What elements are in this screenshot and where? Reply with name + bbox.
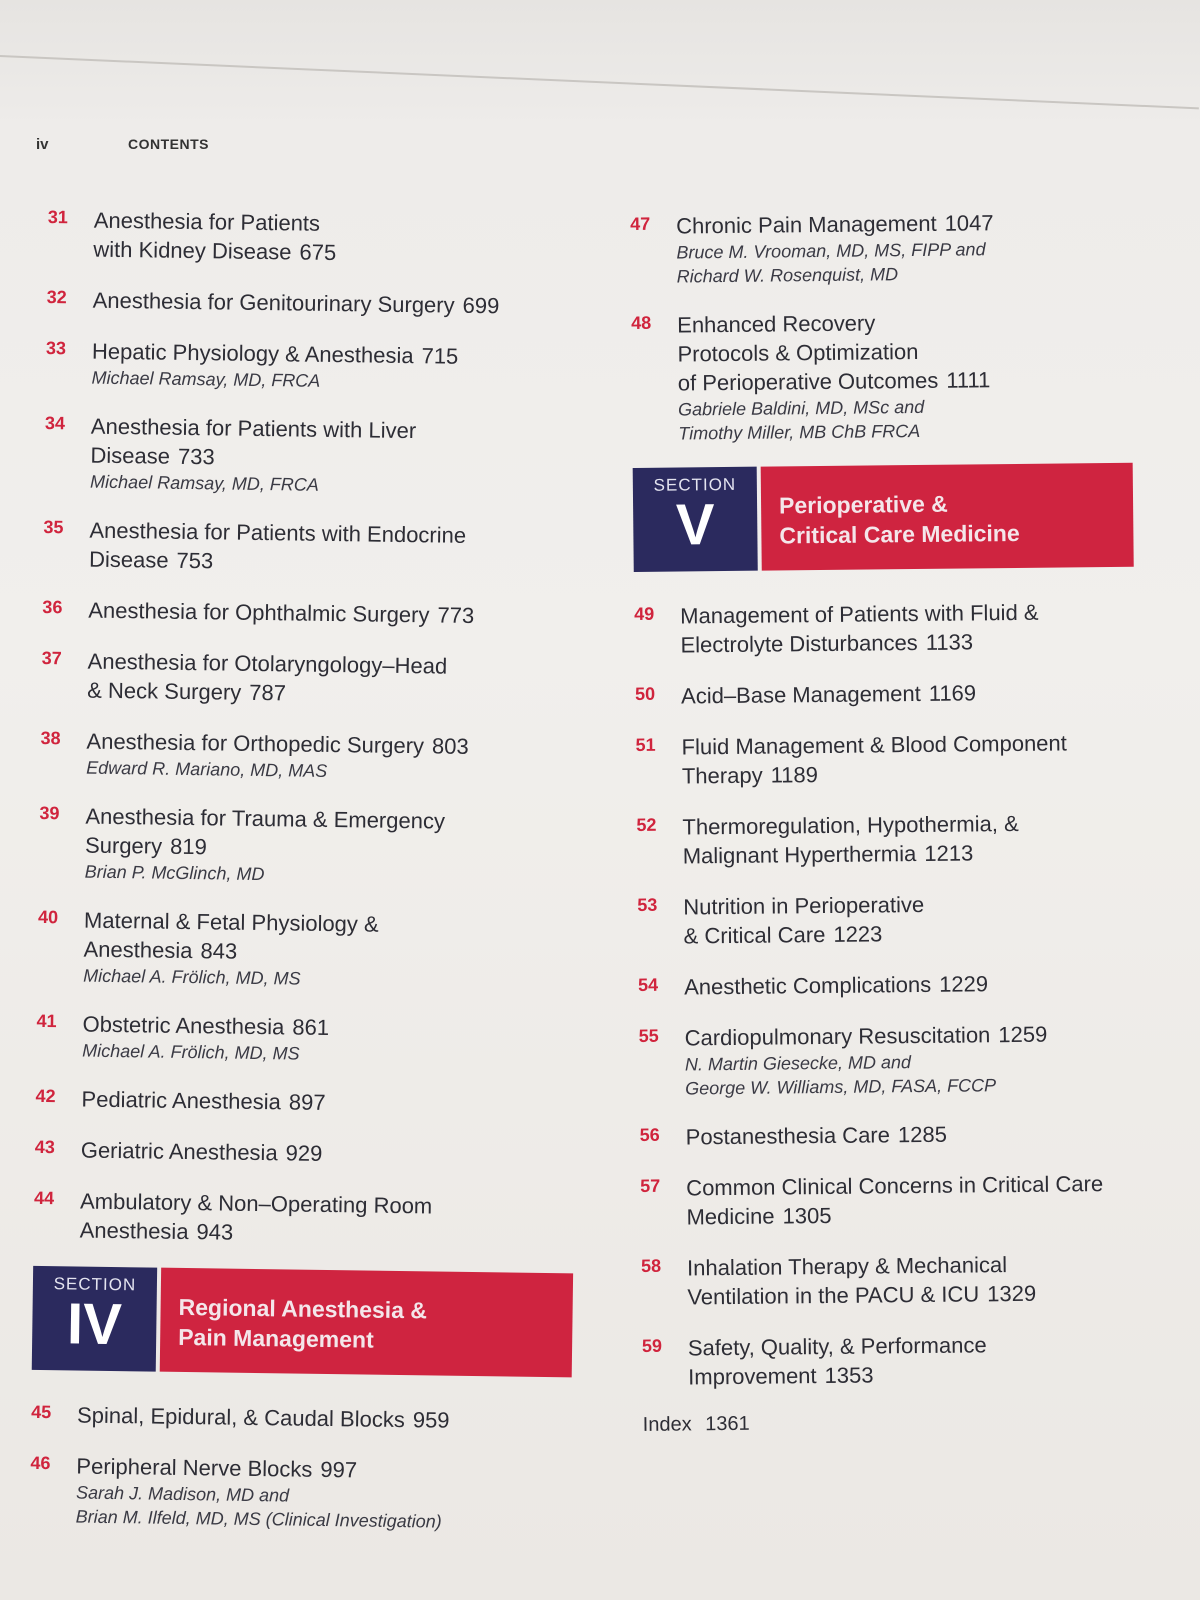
chapter-title-line: Thermoregulation, Hypothermia, & [682,810,1019,840]
section-iv-box [32,1266,157,1372]
section-v-title-bar [761,463,1134,571]
chapter-title-line: Anesthesia for Patients with Liver [90,413,417,444]
chapter-title [81,1085,575,1121]
chapter-title-line: Medicine 1305 [686,1202,832,1230]
author-line: Michael Ramsay, MD, FRCA [91,367,321,391]
toc-entry[interactable] [631,306,1132,446]
chapter-page: 929 [285,1140,323,1166]
chapter-page: 1133 [925,629,974,655]
chapter-title-line: Disease 733 [90,442,215,470]
section-iv-banner [32,1266,573,1378]
chapter-page: 733 [177,443,215,470]
chapter-page: 1285 [897,1121,947,1148]
chapter-number: 31 [47,206,69,228]
chapter-title [87,647,582,712]
chapter-title-line: Ventilation in the PACU & ICU 1329 [687,1280,1037,1310]
toc-entry[interactable] [637,888,1138,951]
chapter-number: 46 [30,1452,51,1474]
chapter-number: 56 [639,1124,660,1145]
chapter-title-line: Cardiopulmonary Resuscitation 1259 [684,1021,1048,1051]
index-label: Index [642,1413,692,1436]
chapter-title-line: Hepatic Physiology & Anesthesia 715 [91,338,459,369]
chapter-title-line: Postanesthesia Care 1285 [685,1121,947,1150]
chapter-title [681,677,1135,711]
chapter-number: 57 [640,1175,661,1196]
chapter-page: 959 [412,1407,450,1433]
toc-entry[interactable] [636,808,1137,871]
chapter-title-line: Anesthesia for Genitourinary Surgery 699 [92,287,500,319]
chapter-number: 49 [634,603,655,624]
author-line: Richard W. Rosenquist, MD [676,264,899,287]
author-line: Michael Ramsay, MD, FRCA [90,471,319,495]
chapter-title [681,728,1136,791]
chapter-page: 1229 [938,971,989,997]
chapter-page: 699 [462,292,500,319]
toc-entry[interactable] [635,728,1136,791]
chapter-title [682,808,1137,871]
chapter-page: 843 [200,938,238,964]
toc-entry[interactable] [40,726,581,787]
chapter-title [83,906,578,971]
toc-entry[interactable] [640,1169,1141,1232]
chapter-page: 943 [196,1219,234,1245]
chapter-number: 36 [42,596,63,618]
chapter-title [77,1401,571,1437]
author-line: Timothy Miller, MB ChB FRCA [678,420,921,444]
chapter-title [680,597,1135,660]
chapter-number: 48 [631,312,652,333]
left-column [29,205,588,1557]
chapter-title-line: Enhanced Recovery [677,310,876,338]
chapter-number: 38 [40,727,61,749]
author-line: N. Martin Giesecke, MD and [684,1052,912,1075]
chapter-page: 1047 [944,210,994,236]
left-entries [33,205,587,1251]
chapter-number: 43 [34,1136,56,1158]
chapter-number: 42 [35,1085,56,1107]
toc-entry[interactable] [634,597,1135,660]
chapter-title-line: Surgery 819 [84,832,207,860]
section-numeral: V [675,492,715,558]
right-column [630,207,1143,1437]
toc-entry[interactable] [35,1084,575,1121]
chapter-title-line: Anesthesia for Otolaryngology–Head [87,648,448,679]
chapter-number: 35 [43,516,64,538]
chapter-page: 897 [288,1089,326,1115]
chapter-number: 32 [46,286,67,308]
index-entry[interactable] [643,1409,1143,1437]
toc-entry[interactable] [638,968,1138,1002]
chapter-number: 44 [33,1187,55,1209]
toc-entry[interactable] [36,1009,577,1070]
chapter-authors [678,393,1132,446]
chapter-title-line: Obstetric Anesthesia 861 [82,1011,330,1041]
chapter-title-line: Peripheral Nerve Blocks 997 [76,1453,358,1483]
running-title: CONTENTS [128,136,209,152]
chapter-title-line: Maternal & Fetal Physiology & [83,907,379,937]
toc-entry[interactable] [642,1329,1143,1392]
chapter-title-line: & Critical Care 1223 [683,921,883,949]
chapter-number: 52 [636,814,657,835]
page-edge [0,55,1199,109]
chapter-page: 1305 [782,1202,832,1229]
section-label: SECTION [653,474,737,495]
toc-entry[interactable] [41,646,582,712]
chapter-number: 37 [41,647,62,669]
chapter-page: 1353 [824,1362,874,1389]
chapter-title-line: Anesthetic Complications 1229 [683,971,989,1000]
chapter-page: 1169 [928,680,977,706]
chapter-number: 34 [44,412,66,434]
chapter-title [89,516,584,581]
author-line: Brian P. McGlinch, MD [84,861,265,885]
chapter-page: 787 [249,679,287,706]
chapter-page: 819 [169,833,207,860]
toc-entry[interactable] [630,207,1131,289]
chapter-title-line: of Perioperative Outcomes 1111 [677,367,991,396]
section-iv-title-bar [160,1268,573,1378]
toc-entry[interactable] [635,677,1135,711]
chapter-title-line: Inhalation Therapy & Mechanical [686,1252,1008,1281]
chapter-page: 861 [292,1014,330,1041]
chapter-title-line: Anesthesia 943 [79,1217,234,1245]
chapter-title-line: Malignant Hyperthermia 1213 [682,840,974,869]
toc-entry[interactable] [37,905,578,995]
chapter-title-line: Fluid Management & Blood Component [681,730,1067,760]
page-number: iv [36,136,49,153]
chapter-title-line: Spinal, Epidural, & Caudal Blocks 959 [76,1402,450,1433]
section-v-banner [633,463,1134,572]
chapter-title-line: Anesthesia for Ophthalmic Surgery 773 [88,597,475,628]
chapter-number: 51 [635,734,656,755]
chapter-title [92,286,586,322]
author-line: George W. Williams, MD, FASA, FCCP [685,1075,997,1099]
section-title: Perioperative & Critical Care Medicine [778,490,1020,549]
chapter-title-line: Anesthesia for Patients with Endocrine [89,517,467,548]
chapter-number: 40 [37,906,59,928]
chapter-title-line: Pediatric Anesthesia 897 [81,1086,326,1115]
toc-entry[interactable] [639,1019,1140,1101]
chapter-title-line: Disease 753 [88,546,214,574]
chapter-page: 803 [431,733,469,759]
toc-entry[interactable] [33,1186,574,1252]
chapter-page: 1213 [924,840,974,866]
chapter-title-line: Chronic Pain Management 1047 [676,210,994,239]
author-line: Bruce M. Vrooman, MD, MS, FIPP and [676,239,986,263]
chapter-title-line: Therapy 1189 [681,762,819,789]
toc-entry[interactable] [46,285,586,322]
chapter-number: 41 [36,1010,57,1032]
chapter-number: 50 [634,683,656,704]
right-entries-section-v [634,597,1142,1392]
chapter-title [686,1118,1140,1152]
chapter-title [687,1249,1142,1312]
toc-entry[interactable] [640,1118,1140,1152]
chapter-title-line: Protocols & Optimization [677,338,919,367]
toc-entry[interactable] [35,1135,575,1172]
chapter-authors [676,236,1130,289]
right-entries [630,207,1132,446]
chapter-authors [685,1048,1139,1101]
author-line: Brian M. Ilfeld, MD, MS (Clinical Investigation) [75,1506,442,1532]
chapter-title-line: Improvement 1353 [688,1362,874,1390]
chapter-title [688,1329,1143,1392]
chapter-title [686,1169,1141,1232]
section-v-box [633,467,758,572]
chapter-title-line: Geriatric Anesthesia 929 [80,1137,323,1166]
chapter-page: 1111 [946,367,991,393]
toc-entry[interactable] [44,411,585,501]
section-title: Regional Anesthesia & Pain Management [178,1293,428,1353]
author-line: Gabriele Baldini, MD, MSc and [677,396,925,420]
chapter-title-line: Anesthesia for Patients [93,207,321,236]
author-line: Edward R. Mariano, MD, MAS [86,757,328,781]
chapter-title-line: & Neck Surgery 787 [87,677,287,706]
chapter-title [676,207,1130,241]
chapter-page: 1223 [833,921,883,947]
author-line: Sarah J. Madison, MD and [75,1482,290,1506]
chapter-number: 54 [637,974,659,995]
chapter-title [685,1019,1139,1053]
left-entries-section-iv [30,1400,572,1536]
chapter-title [88,596,582,632]
chapter-number: 55 [638,1025,659,1046]
chapter-title [677,306,1132,398]
chapter-page: 675 [299,239,337,266]
chapter-title [90,412,585,477]
index-page: 1361 [705,1412,750,1436]
chapter-title [683,888,1138,951]
chapter-number: 47 [630,213,651,234]
toc-entry[interactable] [39,801,580,891]
chapter-title-line: Anesthesia for Orthopedic Surgery 803 [86,728,469,759]
chapter-authors [76,1481,571,1536]
chapter-page: 1189 [770,762,819,788]
toc-entry[interactable] [30,1451,571,1536]
chapter-page: 997 [320,1456,358,1483]
section-label: SECTION [53,1274,137,1295]
toc-entry[interactable] [641,1249,1142,1312]
chapter-page: 1259 [998,1021,1048,1048]
chapter-title [85,802,580,867]
chapter-title-line: Anesthesia for Trauma & Emergency [85,803,446,834]
chapter-title-line: Nutrition in Perioperative [683,891,925,920]
chapter-number: 58 [640,1255,662,1276]
author-line: Michael A. Frölich, MD, MS [82,1040,300,1064]
chapter-page: 715 [421,343,459,369]
chapter-page: 773 [437,602,475,628]
chapter-title-line: Ambulatory & Non–Operating Room [79,1188,433,1219]
toc-entry[interactable] [47,205,588,271]
section-numeral: IV [66,1291,123,1358]
chapter-number: 59 [641,1335,663,1356]
chapter-page: 753 [176,547,214,574]
author-line: Michael A. Frölich, MD, MS [83,965,301,989]
chapter-number: 53 [637,894,658,915]
chapter-title [79,1187,574,1252]
chapter-title-line: with Kidney Disease 675 [93,236,337,266]
toc-entry[interactable] [31,1400,571,1437]
toc-entry[interactable] [42,595,582,632]
chapter-title [684,968,1138,1002]
chapter-number: 45 [31,1401,52,1423]
chapter-number: 33 [45,337,67,359]
chapter-title-line: Acid–Base Management 1169 [680,680,977,709]
chapter-title-line: Anesthesia 843 [83,936,238,964]
chapter-title [81,1136,575,1172]
chapter-title-line: Safety, Quality, & Performance [687,1332,987,1361]
chapter-title [93,206,588,271]
toc-entry[interactable] [45,336,586,397]
chapter-title-line: Common Clinical Concerns in Critical Care [686,1171,1104,1201]
chapter-number: 39 [39,802,60,824]
chapter-page: 1329 [987,1280,1037,1307]
chapter-title-line: Management of Patients with Fluid & [680,599,1039,629]
chapter-title-line: Electrolyte Disturbances 1133 [680,629,974,658]
toc-entry[interactable] [43,515,584,581]
